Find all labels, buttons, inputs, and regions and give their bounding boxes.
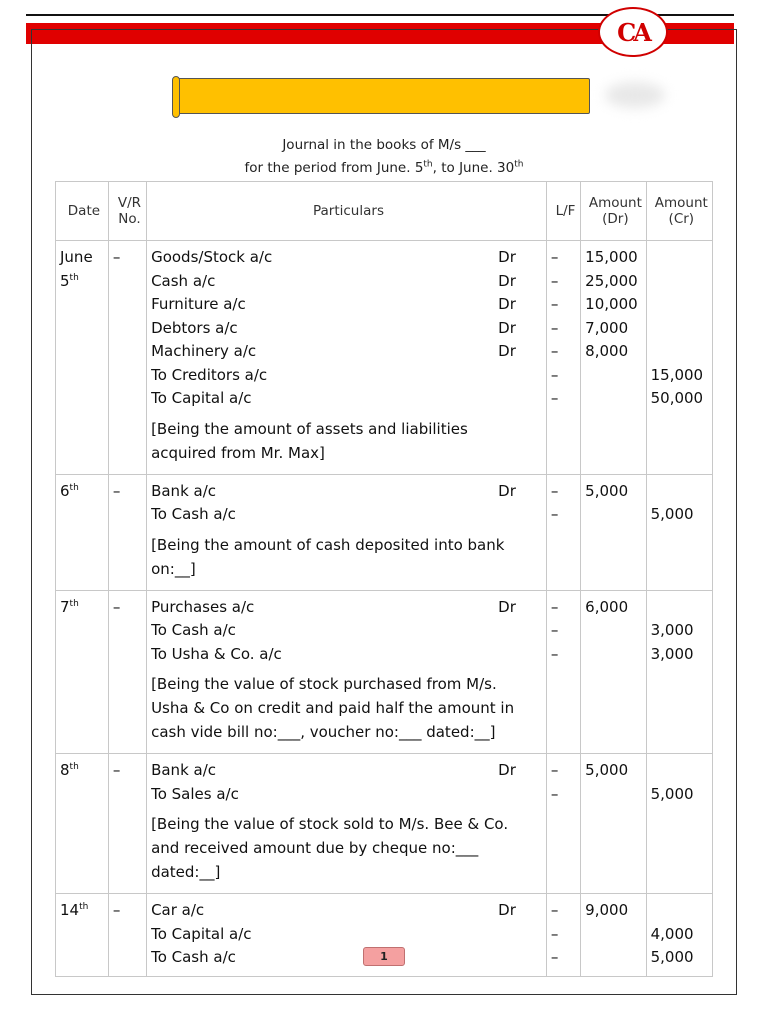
date-day: 14 (60, 901, 80, 919)
entry-date (56, 474, 109, 590)
journal-entry-row (56, 241, 713, 475)
account-name: Machinery a/c (151, 342, 257, 360)
entry-date (56, 241, 109, 475)
credit-amount: 50,000 (650, 389, 704, 407)
entry-vr (108, 894, 146, 977)
brand-logo (598, 7, 668, 57)
particular-line (151, 387, 546, 411)
credit-amount: 5,000 (650, 948, 694, 966)
entry-particulars (147, 754, 547, 894)
particular-line (151, 783, 546, 807)
date-month: June (60, 248, 93, 266)
account-name: Goods/Stock a/c (151, 248, 273, 266)
account-name: Purchases a/c (151, 597, 255, 616)
credit-amount: 4,000 (650, 924, 694, 943)
particular-line (151, 317, 546, 341)
col-date: Date (56, 182, 109, 241)
particular-line (151, 293, 546, 317)
entry-lf (546, 241, 580, 475)
col-lf: L/F (546, 182, 580, 241)
page-number-badge: 1 (363, 947, 405, 966)
narration: [Being the amount of assets and liabilities acquired from Mr. Max] (151, 419, 468, 462)
journal-table (55, 181, 713, 977)
entry-debit (581, 894, 646, 977)
entry-lf (546, 590, 580, 754)
entry-vr (108, 754, 146, 894)
lf-value: – (550, 644, 559, 663)
entry-lf (546, 754, 580, 894)
date-day: 5 (60, 271, 70, 290)
lf-value: – (550, 761, 559, 779)
entry-particulars (147, 241, 547, 475)
account-name: To Capital a/c (151, 924, 252, 943)
col-particulars: Particulars (147, 182, 547, 241)
vr-value: – (112, 481, 121, 500)
entry-credit (646, 754, 712, 894)
date-day: 8 (60, 761, 70, 779)
account-name: Bank a/c (151, 481, 217, 500)
particular-line (151, 946, 546, 970)
entry-debit (581, 590, 646, 754)
lf-value: – (550, 784, 559, 803)
scroll-end-icon (172, 76, 180, 118)
blurred-mark (605, 82, 665, 108)
journal-entry-row (56, 474, 713, 590)
account-name: To Cash a/c (151, 948, 236, 966)
dr-marker: Dr (498, 761, 516, 779)
entry-vr (108, 474, 146, 590)
credit-amount: 5,000 (650, 505, 694, 523)
debit-amount: 7,000 (585, 318, 629, 337)
lf-value: – (550, 295, 559, 313)
particular-line (151, 596, 546, 620)
lf-value: – (550, 271, 559, 290)
account-name: Debtors a/c (151, 318, 238, 337)
lf-value: – (550, 948, 559, 966)
date-suffix: th (79, 902, 89, 912)
particular-line (151, 503, 546, 527)
particular-line (151, 480, 546, 504)
credit-amount: 15,000 (650, 365, 704, 384)
lf-value: – (550, 318, 559, 337)
lf-value: – (550, 597, 559, 616)
particular-line (151, 643, 546, 667)
particular-line (151, 759, 546, 783)
account-name: Car a/c (151, 901, 205, 919)
date-day: 6 (60, 481, 70, 500)
dr-marker: Dr (498, 481, 516, 500)
particular-line (151, 364, 546, 388)
debit-amount: 9,000 (585, 901, 629, 919)
col-amount-cr: Amount (Cr) (646, 182, 712, 241)
credit-amount: 3,000 (650, 644, 694, 663)
title-banner-scroll (174, 78, 590, 114)
particular-line (151, 246, 546, 270)
narration: [Being the value of stock sold to M/s. Bee & Co. and received amount due by cheque no:___ dated:__] (151, 815, 509, 881)
journal-title: Journal in the books of M/s ___ (282, 137, 486, 153)
debit-amount: 10,000 (585, 295, 638, 313)
entry-lf (546, 894, 580, 977)
debit-amount: 25,000 (585, 271, 638, 290)
account-name: To Cash a/c (151, 505, 236, 523)
debit-amount: 5,000 (585, 481, 629, 500)
account-name: To Usha & Co. a/c (151, 644, 282, 663)
lf-value: – (550, 481, 559, 500)
debit-amount: 15,000 (585, 248, 638, 266)
journal-entry-row (56, 754, 713, 894)
lf-value: – (550, 901, 559, 919)
entry-date (56, 590, 109, 754)
date-day: 7 (60, 597, 70, 616)
logo-text: CA (617, 17, 649, 47)
vr-value: – (112, 597, 121, 616)
particular-line (151, 899, 546, 923)
entry-particulars (147, 474, 547, 590)
particular-line (151, 619, 546, 643)
journal-period: for the period from June. 5th, to June. 30th (244, 159, 524, 176)
vr-value: – (112, 901, 121, 919)
dr-marker: Dr (498, 248, 516, 266)
debit-amount: 5,000 (585, 761, 629, 779)
dr-marker: Dr (498, 295, 516, 313)
account-name: Cash a/c (151, 271, 216, 290)
account-name: To Cash a/c (151, 621, 236, 639)
entry-date (56, 754, 109, 894)
dr-marker: Dr (498, 597, 516, 616)
dr-marker: Dr (498, 901, 516, 919)
col-vr: V/R No. (108, 182, 146, 241)
entry-debit (581, 474, 646, 590)
lf-value: – (550, 389, 559, 407)
date-suffix: th (69, 482, 79, 493)
particular-line (151, 923, 546, 947)
entry-particulars (147, 894, 547, 977)
debit-amount: 6,000 (585, 597, 629, 616)
account-name: To Capital a/c (151, 389, 252, 407)
entry-vr (108, 590, 146, 754)
credit-amount: 3,000 (650, 621, 694, 639)
entry-debit (581, 241, 646, 475)
dr-marker: Dr (498, 318, 516, 337)
vr-value: – (112, 248, 121, 266)
narration: [Being the amount of cash deposited into bank on:__] (151, 535, 505, 578)
lf-value: – (550, 342, 559, 360)
date-suffix: th (69, 762, 79, 772)
account-name: To Sales a/c (151, 784, 239, 803)
table-header-row (56, 182, 713, 241)
lf-value: – (550, 365, 559, 384)
entry-credit (646, 241, 712, 475)
lf-value: – (550, 248, 559, 266)
lf-value: – (550, 505, 559, 523)
date-suffix: th (69, 272, 79, 283)
dr-marker: Dr (498, 342, 516, 360)
particular-line (151, 340, 546, 364)
lf-value: – (550, 621, 559, 639)
account-name: Furniture a/c (151, 295, 246, 313)
date-suffix: th (69, 598, 79, 609)
particular-line (151, 270, 546, 294)
account-name: To Creditors a/c (151, 365, 268, 384)
entry-lf (546, 474, 580, 590)
dr-marker: Dr (498, 271, 516, 290)
entry-credit (646, 474, 712, 590)
credit-amount: 5,000 (650, 784, 694, 803)
account-name: Bank a/c (151, 761, 217, 779)
journal-entry-row (56, 590, 713, 754)
entry-credit (646, 590, 712, 754)
entry-vr (108, 241, 146, 475)
entry-credit (646, 894, 712, 977)
vr-value: – (112, 761, 121, 779)
entry-debit (581, 754, 646, 894)
lf-value: – (550, 924, 559, 943)
entry-particulars (147, 590, 547, 754)
entry-date (56, 894, 109, 977)
narration: [Being the value of stock purchased from M/s. Usha & Co on credit and paid half the amount in cash vide bill no:___, voucher no:___ dated:__] (151, 675, 515, 741)
debit-amount: 8,000 (585, 342, 629, 360)
col-amount-dr: Amount (Dr) (581, 182, 646, 241)
